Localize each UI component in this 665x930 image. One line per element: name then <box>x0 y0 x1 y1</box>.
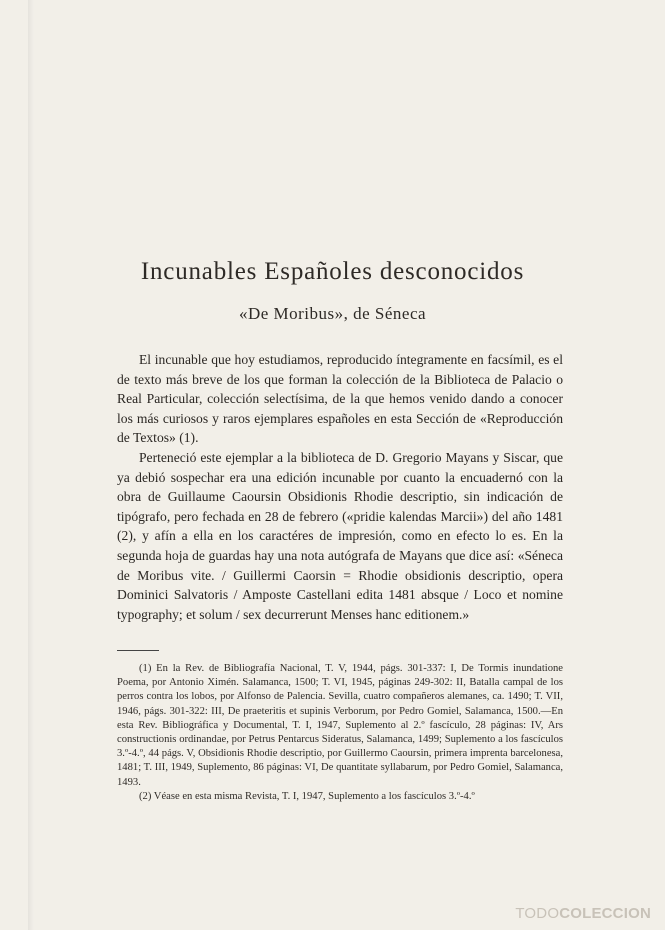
footnotes <box>117 662 563 804</box>
footnote-2: (2) Véase en esta misma Revista, T. I, 1947, Suplemento a los fascículos 3.º-4.º <box>139 790 475 802</box>
footnote-divider <box>117 650 159 651</box>
footnote-1: (1) En la Rev. de Bibliografía Nacional, T. V, 1944, págs. 301-337: I, De Tormis inundatione Poema, por Antonio Ximén. Salamanca, 1500; T. VI, 1945, páginas 249-302: II, Batalla campal de los perros contra los lobos, por Alfonso de Palencia. Sevilla, cuatro compañeros alemanes, ca. 1490; T. VII, 1946, págs. 301-322: III, De praeteritis et supinis Verborum, por Pedro Gomiel, Salamanca, 1500.—En esta Rev. Bibliográfica y Documental, T. I, 1947, Suplemento al 2.º fascículo, 28 páginas: IV, Ars constructionis ordinandae, por Petrus Pentarcus Sideratus, Salamanca, 1499; Suplemento a los fascículos 3.º-4.º, 44 págs. V, Obsidionis Rhodie descriptio, por Guillermo Caoursin, primera imprenta barcelonesa, 1481; T. III, 1949, Suplemento, 86 páginas: VI, De quantitate syllabarum, por Pedro Gomiel, Salamanca, 1493. <box>117 663 563 788</box>
paragraph-2: Perteneció este ejemplar a la biblioteca de D. Gregorio Mayans y Siscar, que ya debió sospechar era una edición incunable por cuanto la encuadernó con la obra de Guillaume Caoursin Obsidionis Rhodie descriptio, sin indicación de tipógrafo, pero fechada en 28 de febrero («pridie kalendas Marcii») del año 1481 (2), y afín a ella en los caractéres de impresión, como en efecto lo es. En la segunda hoja de guardas hay una nota autógrafa de Mayans que dice así: «Séneca de Moribus vite. / Guillermi Caorsin = Rhodie obsidionis descriptio, opera Dominici Salvatoris / Amposte Castellani edita 1481 absque / Loco et nomine typography; et solum / sex decurrerunt Menses hanc editionem.» <box>117 449 563 622</box>
page-subtitle: «De Moribus», de Séneca <box>238 304 427 323</box>
paragraph-1: El incunable que hoy estudiamos, reproducido íntegramente en facsímil, es el de texto más breve de los que forman la colección de la Biblioteca de Palacio o Real Particular, colección selectísima, de la que hemos venido dando a conocer los más curiosos y raros ejemplares españoles en esta Sección de «Reproducción de Textos» (1). <box>117 352 563 446</box>
page-title: Incunables Españoles desconocidos <box>140 258 525 285</box>
watermark-suffix: COLECCION <box>559 905 651 922</box>
page-fold-shadow <box>28 0 34 930</box>
watermark-prefix: TODO <box>515 905 560 922</box>
body-text <box>117 350 563 624</box>
watermark-logo <box>515 905 651 922</box>
